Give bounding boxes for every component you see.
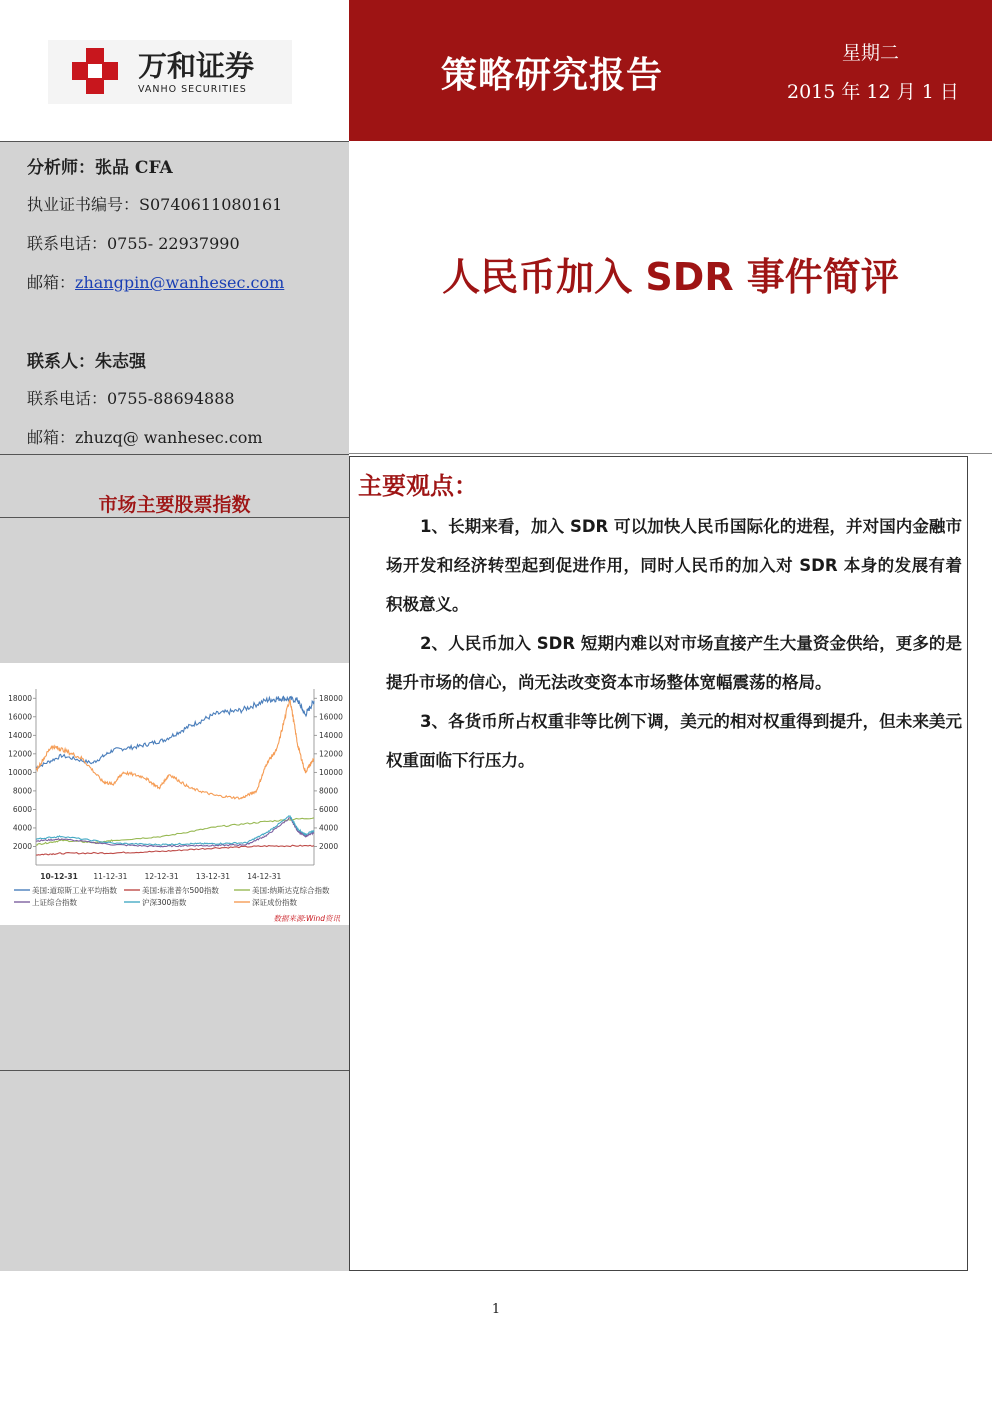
divider [0, 517, 349, 518]
y-tick-label-left: 18000 [8, 693, 32, 703]
y-tick-label-left: 8000 [12, 786, 32, 796]
divider [0, 141, 349, 142]
index-section-heading: 市场主要股票指数 [98, 494, 251, 516]
license-number: 执业证书编号：S0740611080161 [27, 195, 283, 214]
series-line [36, 818, 314, 847]
legend-label: 美国:标准普尔500指数 [142, 886, 219, 895]
contact-email: 邮箱：zhuzq@ wanhesec.com [27, 428, 263, 447]
y-tick-label-left: 14000 [8, 730, 32, 740]
x-tick-label: 14-12-31 [247, 872, 282, 881]
vanho-logo-mark [48, 40, 292, 104]
page-number: 1 [491, 1302, 501, 1317]
report-header-banner [349, 0, 992, 141]
y-tick-label-right: 18000 [319, 693, 343, 703]
x-tick-label: 12-12-31 [144, 872, 179, 881]
key-point: 3、各货币所占权重非等比例下调，美元的相对权重得到提升，但未来美元权重面临下行压力。 [386, 712, 962, 770]
y-tick-label-left: 2000 [12, 841, 32, 851]
divider [0, 454, 349, 455]
x-tick-label: 11-12-31 [93, 872, 128, 881]
series-line [36, 696, 314, 768]
report-date: 2015 年 12 月 1 日 [787, 81, 959, 103]
logo-subtext: VANHO SECURITIES [138, 84, 247, 95]
stock-index-chart [0, 663, 349, 925]
key-point: 1、长期来看，加入 SDR 可以加快人民币国际化的进程，并对国内金融市场开发和经济转型起到促进作用，同时人民币的加入对 SDR 本身的发展有着积极意义。 [386, 517, 962, 614]
report-title: 人民币加入 SDR 事件简评 [442, 255, 899, 299]
y-tick-label-left: 4000 [12, 823, 32, 833]
key-point: 2、人民币加入 SDR 短期内难以对市场直接产生大量资金供给，更多的是提升市场的信心，尚无法改变资本市场整体宽幅震荡的格局。 [386, 634, 962, 692]
y-tick-label-right: 12000 [319, 749, 343, 759]
report-type: 策略研究报告 [441, 55, 664, 96]
y-tick-label-right: 8000 [319, 786, 339, 796]
y-tick-label-right: 4000 [319, 823, 339, 833]
x-tick-label: 10-12-31 [40, 872, 78, 881]
chart-svg [0, 663, 349, 925]
y-tick-label-right: 14000 [319, 730, 343, 740]
x-tick-label: 13-12-31 [195, 872, 230, 881]
logo-text: 万和证券 [138, 49, 255, 83]
series-line [36, 700, 314, 799]
weekday: 星期二 [842, 42, 900, 64]
divider [349, 453, 992, 454]
legend-label: 沪深300指数 [142, 898, 187, 907]
logo [48, 40, 292, 104]
y-tick-label-right: 10000 [319, 767, 343, 777]
y-tick-label-right: 16000 [319, 712, 343, 722]
email-label: 邮箱： [27, 273, 76, 292]
key-points-heading: 主要观点： [358, 472, 478, 500]
y-tick-label-left: 12000 [8, 749, 32, 759]
legend-label: 深证成份指数 [252, 898, 297, 907]
contact-phone: 联系电话：0755-88694888 [27, 389, 235, 408]
y-tick-label-right: 2000 [319, 841, 339, 851]
legend-label: 美国:纳斯达克综合指数 [252, 886, 330, 895]
chart-source-note: 数据来源:Wind资讯 [273, 914, 340, 923]
y-tick-label-right: 6000 [319, 804, 339, 814]
series-line [36, 845, 314, 855]
divider [0, 1070, 349, 1071]
analyst-phone: 联系电话：0755- 22937990 [27, 234, 240, 253]
analyst-email-row [27, 270, 284, 293]
y-tick-label-left: 16000 [8, 712, 32, 722]
y-tick-label-left: 10000 [8, 767, 32, 777]
legend-label: 上证综合指数 [32, 898, 77, 907]
y-tick-label-left: 6000 [12, 804, 32, 814]
key-points-body [386, 507, 962, 780]
legend-label: 美国:道琼斯工业平均指数 [32, 886, 118, 895]
contact-name: 联系人：朱志强 [27, 352, 146, 372]
analyst-email-link[interactable]: zhangpin@wanhesec.com [75, 273, 285, 292]
analyst-name: 分析师：张品 CFA [27, 158, 173, 178]
